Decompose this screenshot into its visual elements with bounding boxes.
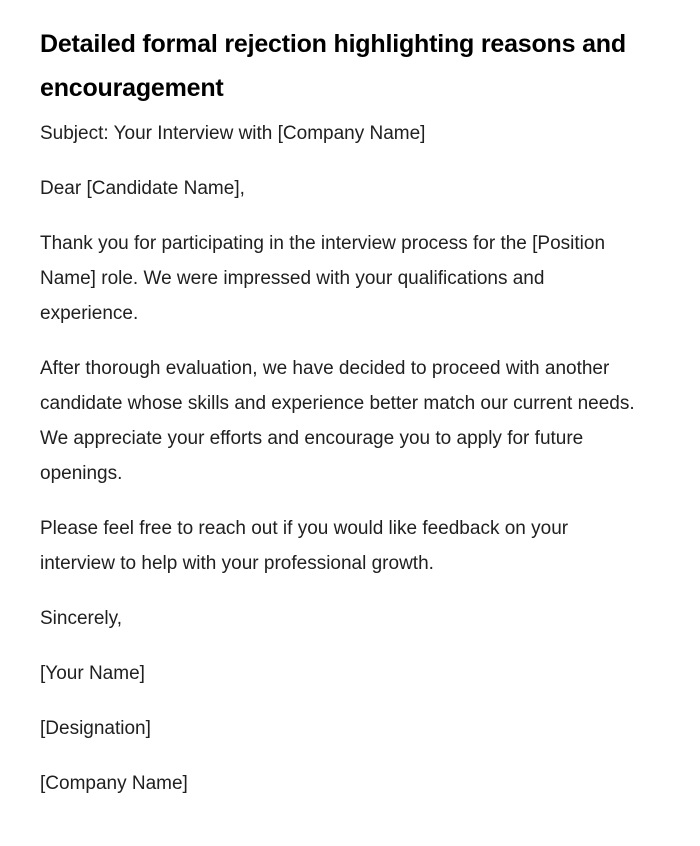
salutation: Dear [Candidate Name],: [40, 178, 245, 199]
signature-designation: [Designation]: [40, 718, 151, 739]
signature-company: [Company Name]: [40, 773, 188, 794]
body-paragraph-feedback: Please feel free to reach out if you would like feedback on your interview to help with your professional growth.: [40, 518, 569, 574]
body-paragraph-thanks: Thank you for participating in the interview process for the [Position Name] role. We were impressed with your qualifications and experience.: [40, 233, 606, 324]
subject-line: Subject: Your Interview with [Company Name]: [40, 123, 426, 144]
document-title: Detailed formal rejection highlighting reasons and encouragement: [40, 30, 626, 102]
body-paragraph-decision: After thorough evaluation, we have decided to proceed with another candidate whose skills and experience better match our current needs. We appreciate your efforts and encourage you to apply for future openings.: [40, 358, 635, 484]
signature-name: [Your Name]: [40, 663, 145, 684]
closing: Sincerely,: [40, 608, 123, 629]
